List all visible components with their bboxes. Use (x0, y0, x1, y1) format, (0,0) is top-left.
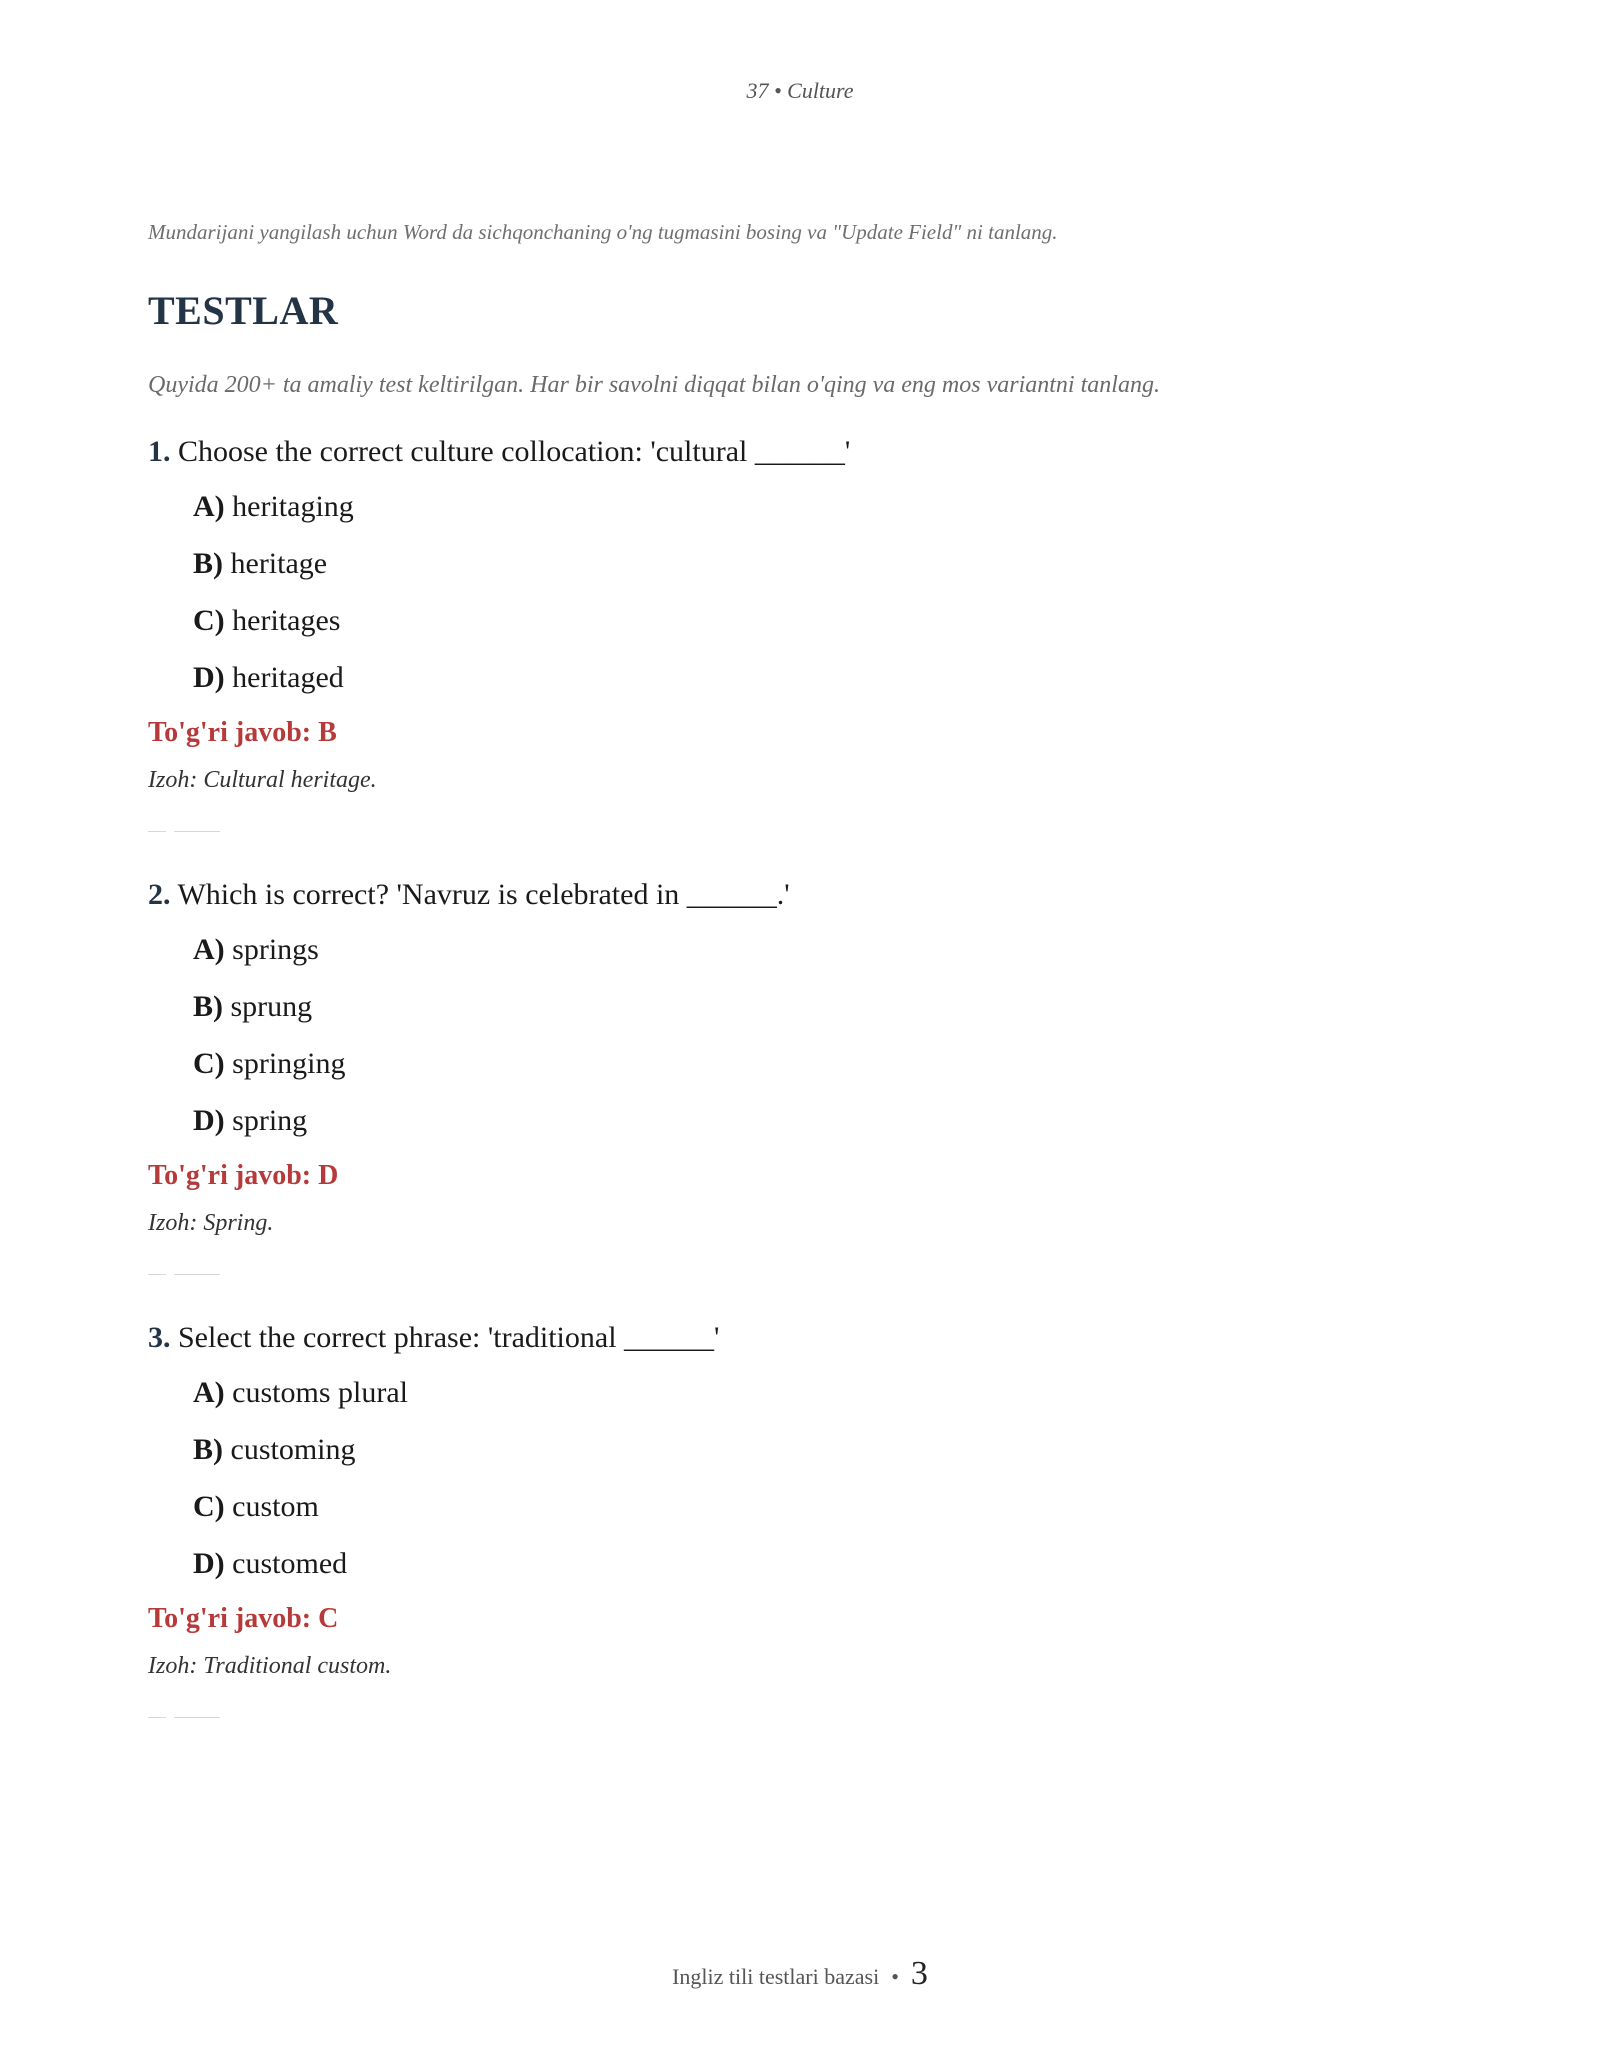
question-number: 1. (148, 435, 171, 468)
option-letter: D) (193, 1547, 225, 1580)
option-a (193, 1373, 1448, 1430)
option-b (193, 544, 1448, 601)
option-b (193, 987, 1448, 1044)
option-letter: A) (193, 1376, 225, 1409)
option-text: heritage (230, 547, 328, 580)
page-header: 37 • Culture (746, 78, 854, 103)
option-d (193, 1101, 1448, 1158)
question-text (148, 435, 1448, 469)
explanation: Izoh: Spring. (148, 1210, 274, 1236)
option-text: spring (232, 1104, 308, 1137)
explanation: Izoh: Traditional custom. (148, 1653, 392, 1679)
option-letter: B) (193, 1433, 223, 1466)
section-title: TESTLAR (148, 288, 339, 333)
option-text: custom (232, 1490, 319, 1523)
question-number: 3. (148, 1321, 171, 1354)
option-d (193, 1544, 1448, 1601)
option-text: customing (230, 1433, 356, 1466)
question-1 (148, 435, 1448, 838)
question-3 (148, 1321, 1448, 1724)
question-number: 2. (148, 878, 171, 911)
option-letter: C) (193, 1047, 225, 1080)
option-c (193, 1044, 1448, 1101)
question-prompt: Choose the correct culture collocation: 'cultural ______' (178, 435, 851, 468)
option-list (193, 930, 1448, 1158)
option-letter: A) (193, 490, 225, 523)
question-text (148, 878, 1448, 912)
option-letter: D) (193, 661, 225, 694)
option-letter: B) (193, 990, 223, 1023)
footer-title: Ingliz tili testlari bazasi (672, 1964, 880, 1989)
correct-answer: To'g'ri javob: B (148, 717, 337, 748)
question-2 (148, 878, 1448, 1281)
toc-update-note: Mundarijani yangilash uchun Word da sichqonchaning o'ng tugmasini bosing va "Update Field" ni tanlang. (148, 220, 1058, 244)
option-letter: B) (193, 547, 223, 580)
explanation: Izoh: Cultural heritage. (148, 767, 377, 793)
option-list (193, 487, 1448, 715)
option-a (193, 930, 1448, 987)
page-footer (0, 1955, 1600, 1993)
option-text: springing (232, 1047, 346, 1080)
correct-answer: To'g'ri javob: C (148, 1603, 339, 1634)
option-text: heritages (232, 604, 341, 637)
question-separator (148, 824, 1448, 838)
option-text: heritaging (232, 490, 354, 523)
option-d (193, 658, 1448, 715)
option-letter: C) (193, 1490, 225, 1523)
page-number: 3 (910, 1955, 928, 1992)
option-text: heritaged (232, 661, 344, 694)
option-text: springs (232, 933, 319, 966)
option-letter: D) (193, 1104, 225, 1137)
question-prompt: Which is correct? 'Navruz is celebrated in ______.' (177, 878, 790, 911)
intro-text: Quyida 200+ ta amaliy test keltirilgan. Har bir savolni diqqat bilan o'qing va eng mos variantni tanlang. (148, 372, 1160, 398)
correct-answer: To'g'ri javob: D (148, 1160, 339, 1191)
question-separator (148, 1267, 1448, 1281)
option-letter: C) (193, 604, 225, 637)
option-c (193, 1487, 1448, 1544)
option-text: customs plural (232, 1376, 408, 1409)
question-text (148, 1321, 1448, 1355)
option-b (193, 1430, 1448, 1487)
option-text: customed (232, 1547, 348, 1580)
option-c (193, 601, 1448, 658)
option-letter: A) (193, 933, 225, 966)
option-a (193, 487, 1448, 544)
option-text: sprung (230, 990, 313, 1023)
question-separator (148, 1710, 1448, 1724)
question-prompt: Select the correct phrase: 'traditional ______' (178, 1321, 720, 1354)
option-list (193, 1373, 1448, 1601)
footer-bullet: • (891, 1964, 899, 1989)
page-content (148, 220, 1448, 1724)
